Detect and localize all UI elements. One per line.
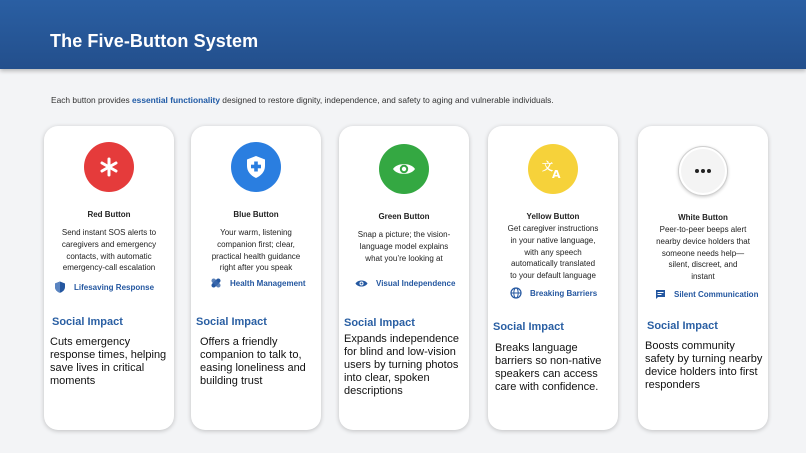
svg-text:A: A — [552, 168, 561, 180]
impact-heading: Social Impact — [344, 317, 415, 329]
translate-icon — [541, 158, 565, 180]
card-red-button — [44, 126, 174, 430]
feature-tag-label: Visual Independence — [376, 279, 456, 288]
desc-line: what you’re looking at — [365, 253, 443, 263]
feature-tag-label: Health Management — [230, 278, 306, 288]
desc-line: silent, discreet, and — [668, 260, 738, 270]
impact-line: descriptions — [344, 385, 403, 397]
impact-line: barriers so non-native — [495, 355, 602, 367]
desc-line: Get caregiver instructions — [507, 224, 599, 233]
desc-line: right after you speak — [219, 263, 293, 273]
bandage-icon — [210, 277, 222, 289]
impact-line: care with confidence. — [495, 381, 599, 393]
card-yellow-button — [488, 126, 618, 430]
impact-line: Boosts community — [645, 340, 735, 352]
impact-line: building trust — [200, 375, 263, 387]
page-title: The Five-Button System — [50, 31, 259, 51]
impact-line: users by turning photos — [344, 359, 459, 371]
impact-heading: Social Impact — [196, 316, 267, 328]
desc-line: contacts, with automatic — [66, 251, 152, 261]
button-description — [52, 227, 166, 274]
impact-text — [200, 336, 322, 388]
impact-line: Cuts emergency — [50, 336, 131, 348]
button-name: Red Button — [87, 210, 131, 219]
green-button-circle — [379, 144, 429, 194]
impact-line: device holders into first — [645, 366, 758, 378]
blue-button-circle — [231, 142, 281, 192]
white-button-circle — [678, 146, 728, 196]
desc-line: caregivers and emergency — [61, 239, 157, 249]
svg-text:文: 文 — [542, 160, 553, 173]
intro-highlight: essential functionality — [132, 95, 220, 105]
feature-tag-label: Lifesaving Response — [74, 282, 155, 292]
desc-line: in your native language, — [510, 235, 596, 245]
impact-line: for blind and low-vision — [344, 346, 456, 358]
feature-tag-label: Breaking Barriers — [530, 288, 598, 298]
button-description — [199, 227, 313, 274]
impact-heading: Social Impact — [647, 320, 718, 332]
impact-text — [344, 333, 466, 398]
button-description — [646, 224, 760, 283]
message-icon — [655, 289, 666, 300]
impact-text — [495, 342, 617, 394]
desc-line: Send instant SOS alerts to — [61, 228, 157, 237]
impact-line: companion to talk to, — [200, 349, 302, 361]
health-shield-icon — [245, 155, 267, 179]
impact-line: moments — [50, 375, 96, 387]
impact-line: speakers can access — [495, 368, 598, 380]
desc-line: practical health guidance — [211, 251, 301, 261]
impact-line: easing loneliness and — [200, 362, 306, 374]
red-button-circle — [84, 142, 134, 192]
intro-text — [51, 95, 554, 105]
feature-tag — [54, 281, 174, 293]
impact-text — [50, 336, 172, 388]
desc-line: someone needs help— — [661, 248, 745, 258]
card-blue-button — [191, 126, 321, 430]
impact-line: Offers a friendly — [200, 336, 278, 348]
desc-line: nearby device holders that — [656, 236, 750, 246]
desc-line: instant — [691, 272, 715, 282]
desc-line: Snap a picture; the vision- — [357, 230, 451, 239]
impact-heading: Social Impact — [493, 321, 564, 333]
impact-line: safety by turning nearby — [645, 353, 763, 365]
button-name: Yellow Button — [526, 212, 580, 221]
card-white-button — [638, 126, 768, 430]
desc-line: to your default language — [510, 271, 596, 281]
impact-line: save lives in critical — [50, 362, 145, 374]
desc-line: companion first; clear, — [217, 239, 295, 249]
shield-icon — [54, 281, 66, 293]
impact-line: into clear, spoken — [344, 372, 430, 384]
feature-tag — [655, 289, 775, 300]
intro-before: Each button provides — [51, 95, 133, 105]
header-bar — [0, 0, 806, 69]
feature-tag-label: Silent Communication — [674, 290, 759, 299]
desc-line: with any speech — [524, 247, 582, 257]
asterisk-icon — [98, 156, 120, 178]
desc-line: automatically translated — [510, 259, 596, 269]
card-green-button — [339, 126, 469, 430]
more-dots-icon — [693, 168, 713, 174]
button-name: Green Button — [378, 212, 430, 221]
globe-icon — [510, 287, 522, 299]
desc-line: language model explains — [359, 241, 449, 251]
desc-line: Your warm, listening — [220, 228, 292, 237]
desc-line: emergency-call escalation — [62, 263, 156, 273]
impact-text — [645, 340, 767, 392]
impact-line: Breaks language — [495, 342, 578, 354]
button-name: White Button — [678, 213, 728, 222]
feature-tag — [355, 279, 475, 288]
impact-heading: Social Impact — [52, 316, 123, 328]
eye-icon — [392, 161, 416, 177]
impact-line: responders — [645, 379, 701, 391]
impact-line: response times, helping — [50, 349, 167, 361]
button-description — [496, 223, 610, 282]
eye-icon — [355, 279, 368, 288]
yellow-button-circle — [528, 144, 578, 194]
feature-tag — [510, 287, 630, 299]
impact-line: Expands independence — [344, 333, 459, 345]
desc-line: Peer-to-peer beeps alert — [659, 225, 747, 234]
intro-after: designed to restore dignity, independence, and safety to aging and vulnerable individuals. — [219, 95, 554, 105]
button-name: Blue Button — [233, 210, 279, 219]
button-description — [347, 229, 461, 264]
feature-tag — [210, 277, 330, 289]
